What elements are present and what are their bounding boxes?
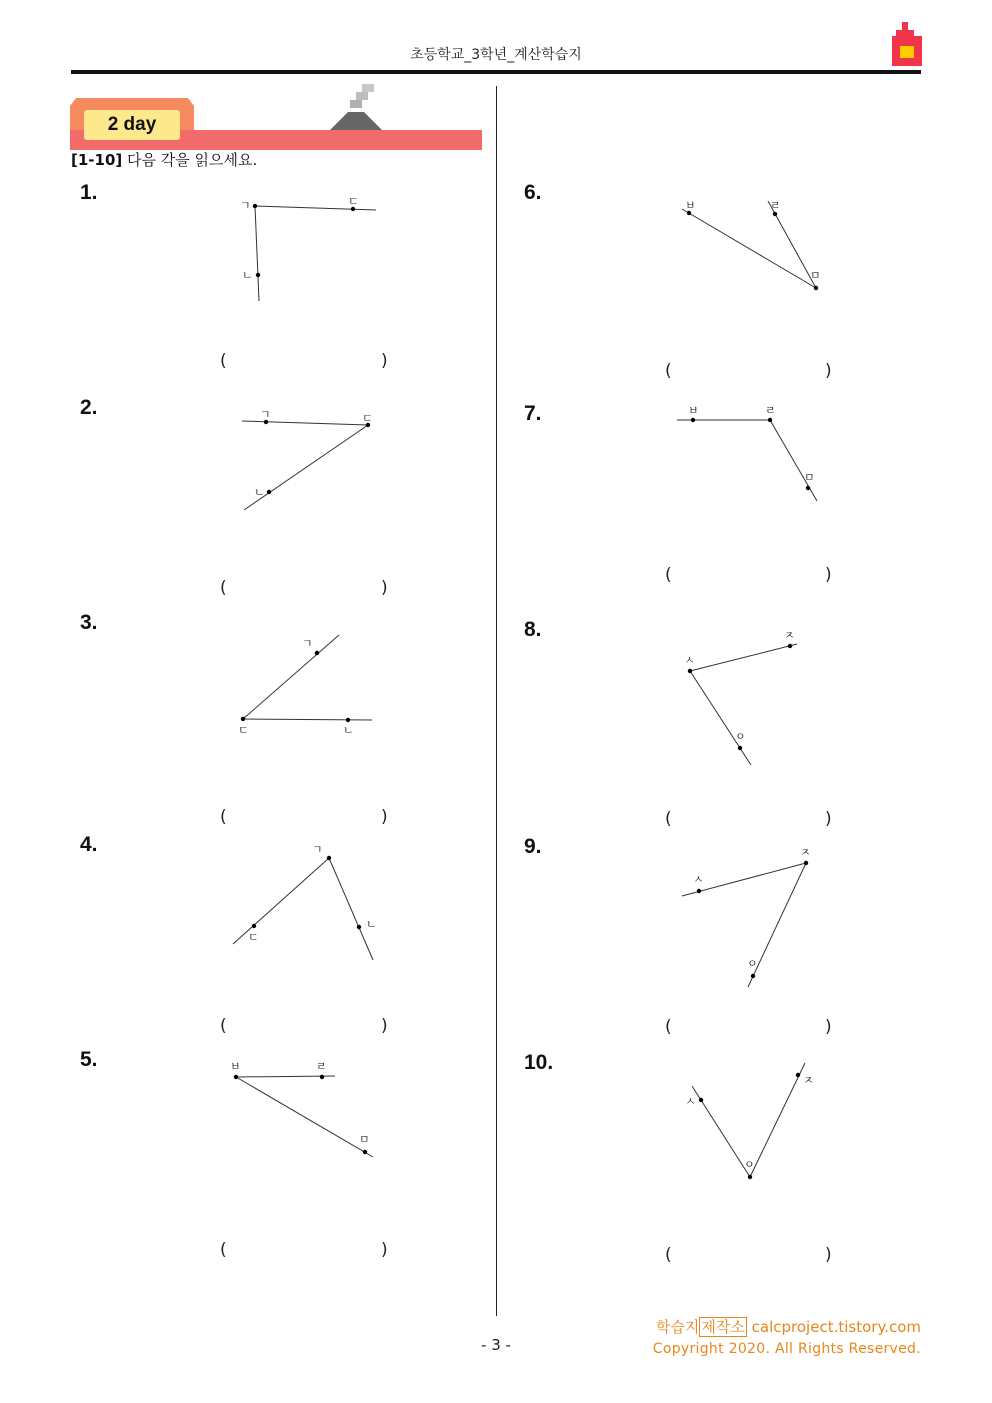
vertex-label: ㅅ bbox=[693, 873, 704, 886]
problem-number: 4. bbox=[80, 833, 98, 856]
answer-open-paren: ( bbox=[220, 1016, 227, 1036]
vertex-label: ㅅ bbox=[685, 1095, 696, 1108]
vertex-label: ㅇ bbox=[747, 957, 758, 970]
answer-close-paren: ) bbox=[825, 565, 832, 585]
answer-close-paren: ) bbox=[825, 1017, 832, 1037]
vertex-label: ㄴ bbox=[366, 918, 377, 931]
answer-close-paren: ) bbox=[381, 1240, 388, 1260]
answer-open-paren: ( bbox=[220, 351, 227, 371]
answer-open-paren: ( bbox=[665, 1017, 672, 1037]
footer-site-link[interactable] bbox=[656, 1316, 921, 1337]
vertex-label: ㅁ bbox=[804, 471, 815, 484]
vertex-label: ㅂ bbox=[230, 1060, 241, 1073]
vertex-label: ㄹ bbox=[765, 404, 776, 417]
answer-open-paren: ( bbox=[220, 807, 227, 827]
problem-number: 3. bbox=[80, 611, 98, 634]
problem-number: 9. bbox=[524, 835, 542, 858]
instruction-text: 다음 각을 읽으세요. bbox=[127, 151, 258, 169]
vertex-label: ㅈ bbox=[784, 629, 795, 642]
vertex-label: ㅁ bbox=[810, 269, 821, 282]
answer-close-paren: ) bbox=[381, 578, 388, 598]
vertex-label: ㄱ bbox=[302, 637, 313, 650]
vertex-label: ㄷ bbox=[248, 931, 259, 944]
answer-open-paren: ( bbox=[665, 565, 672, 585]
answer-close-paren: ) bbox=[381, 1016, 388, 1036]
answer-open-paren: ( bbox=[665, 361, 672, 381]
vertex-label: ㄹ bbox=[770, 199, 781, 212]
vertex-label: ㅇ bbox=[744, 1158, 755, 1171]
answer-open-paren: ( bbox=[665, 1245, 672, 1265]
answer-open-paren: ( bbox=[220, 578, 227, 598]
vertex-label: ㄴ bbox=[254, 486, 265, 499]
day-label: 2 day bbox=[107, 114, 157, 135]
answer-close-paren: ) bbox=[381, 351, 388, 371]
problem-number: 10. bbox=[524, 1051, 554, 1074]
answer-close-paren: ) bbox=[825, 809, 832, 829]
problem-number: 6. bbox=[524, 181, 542, 204]
worksheet-title: 초등학교_3학년_계산학습지 bbox=[410, 47, 582, 63]
footer-site-url[interactable]: calcproject.tistory.com bbox=[751, 1318, 921, 1336]
footer-site-prefix: 학습지 bbox=[655, 1318, 700, 1336]
answer-open-paren: ( bbox=[220, 1240, 227, 1260]
problem-number: 8. bbox=[524, 618, 542, 641]
answer-open-paren: ( bbox=[665, 809, 672, 829]
vertex-label: ㄴ bbox=[343, 724, 354, 737]
vertex-label: ㄱ bbox=[240, 199, 251, 212]
vertex-label: ㅁ bbox=[359, 1133, 370, 1146]
footer-copyright: Copyright 2020. All Rights Reserved. bbox=[652, 1341, 921, 1357]
answer-close-paren: ) bbox=[825, 1245, 832, 1265]
vertex-label: ㄱ bbox=[312, 843, 323, 856]
vertex-label: ㄴ bbox=[242, 269, 253, 282]
vertex-label: ㅈ bbox=[800, 846, 811, 859]
problem-number: 1. bbox=[80, 181, 98, 204]
vertex-label: ㅂ bbox=[685, 199, 696, 212]
problem-number: 2. bbox=[80, 396, 98, 419]
answer-close-paren: ) bbox=[381, 807, 388, 827]
vertex-label: ㄷ bbox=[238, 724, 249, 737]
vertex-label: ㄹ bbox=[316, 1060, 327, 1073]
vertex-label: ㄱ bbox=[260, 408, 271, 421]
vertex-label: ㅈ bbox=[803, 1074, 814, 1087]
problem-number: 5. bbox=[80, 1048, 98, 1071]
instruction-range: [1-10] bbox=[71, 151, 123, 169]
vertex-label: ㅇ bbox=[735, 730, 746, 743]
vertex-label: ㄷ bbox=[348, 195, 359, 208]
vertex-label: ㅂ bbox=[688, 404, 699, 417]
problem-number: 7. bbox=[524, 402, 542, 425]
vertex-label: ㅅ bbox=[684, 654, 695, 667]
page-number: - 3 - bbox=[481, 1336, 511, 1354]
footer-site-boxed: 제작소 bbox=[701, 1318, 745, 1336]
answer-close-paren: ) bbox=[825, 361, 832, 381]
vertex-label: ㄷ bbox=[362, 412, 373, 425]
